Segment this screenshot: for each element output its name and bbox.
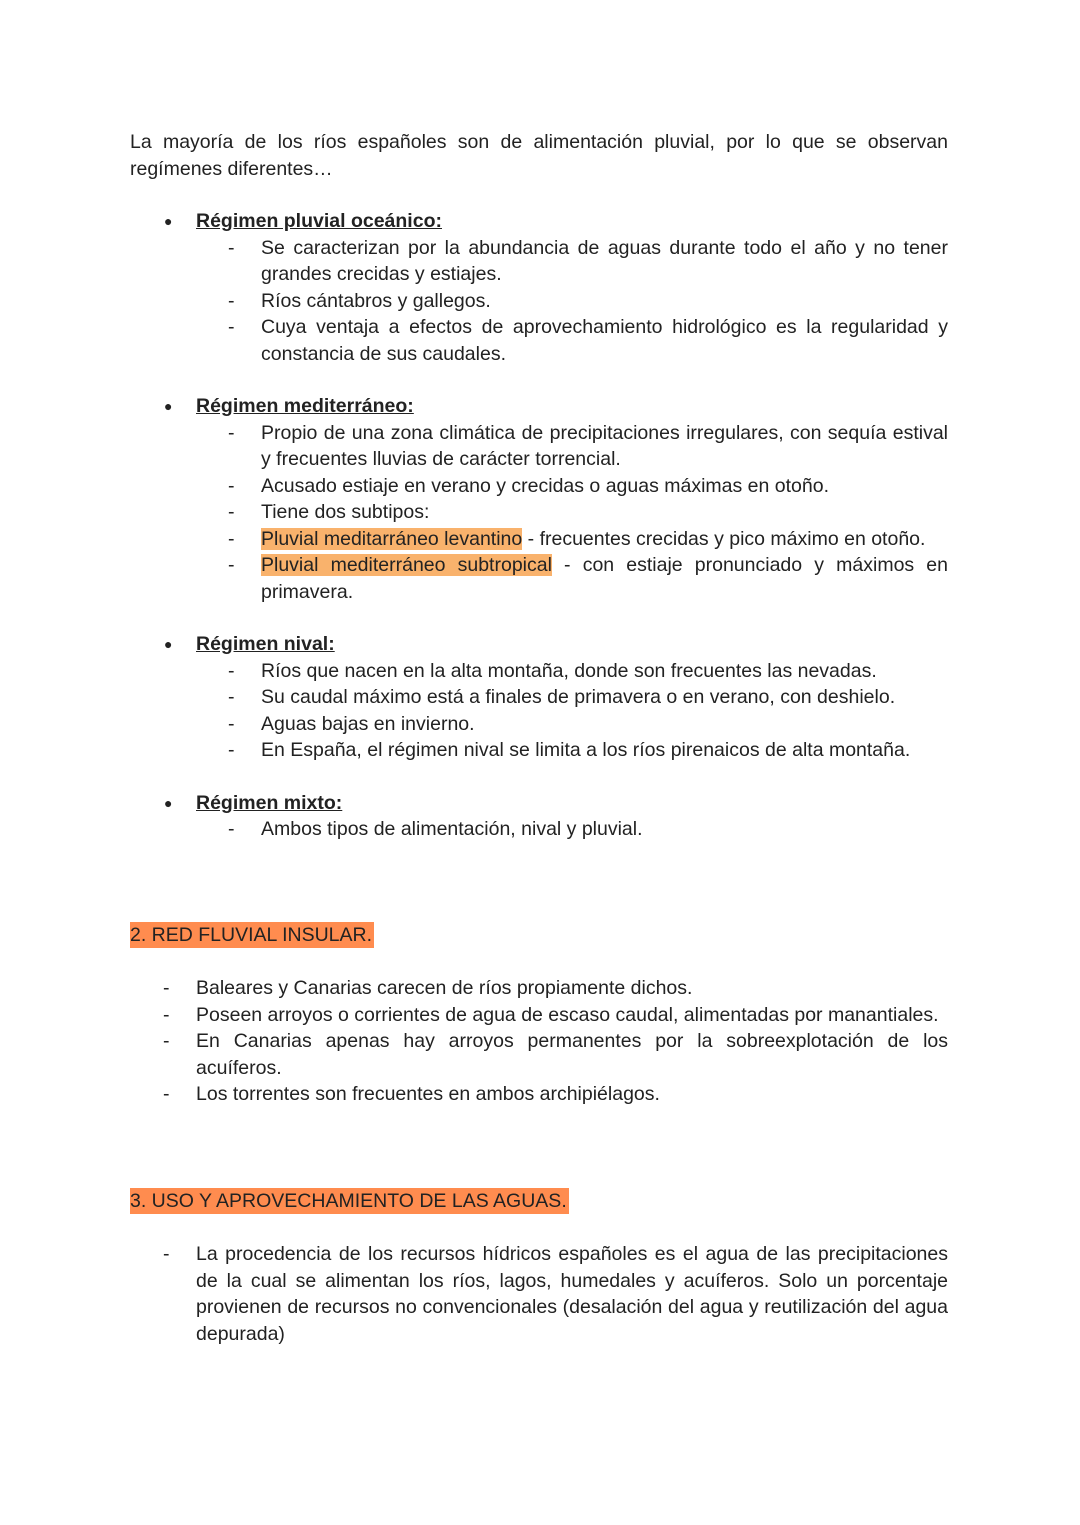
- regime-mediterraneo: [130, 393, 948, 605]
- bullet-icon: ●: [164, 794, 173, 811]
- list-item-text: La procedencia de los recursos hídricos españoles es el agua de las precipitaciones de la cual se alimentan los ríos, lagos, humedales y acuíferos. Solo un porcentaje provienen de recursos no convencionales (desalación del agua y reutilización del agua depurada): [196, 1243, 948, 1345]
- list-item-text: Su caudal máximo está a finales de primavera o en verano, con deshielo.: [261, 686, 896, 708]
- intro-paragraph: La mayoría de los ríos españoles son de alimentación pluvial, por lo que se observan regímenes diferentes…: [130, 131, 948, 180]
- dash-icon: -: [163, 1030, 170, 1052]
- list-item-text: En Canarias apenas hay arroyos permanentes por la sobreexplotación de los acuíferos.: [196, 1030, 948, 1079]
- regime-heading: [130, 790, 948, 817]
- list-item: [130, 1241, 948, 1347]
- list-item-text: Tiene dos subtipos:: [261, 501, 430, 523]
- highlighted-term: Pluvial meditarráneo levantino: [261, 527, 523, 550]
- dash-icon: -: [228, 501, 235, 523]
- regime-list: [130, 235, 948, 368]
- list-item-text: Propio de una zona climática de precipitaciones irregulares, con sequía estival y frecuentes lluvias de carácter torrencial.: [261, 421, 948, 470]
- list-item-text: En España, el régimen nival se limita a los ríos pirenaicos de alta montaña.: [261, 739, 911, 761]
- list-item: [130, 1081, 948, 1108]
- document-page: [130, 129, 948, 1347]
- list-item: [130, 420, 948, 473]
- list-item-subtype: [130, 552, 948, 605]
- dash-icon: -: [228, 739, 235, 761]
- regime-title: Régimen mixto:: [196, 791, 343, 814]
- dash-icon: -: [163, 1083, 170, 1105]
- regime-title: Régimen pluvial oceánico:: [196, 210, 442, 232]
- list-item-text: Los torrentes son frecuentes en ambos archipiélagos.: [196, 1083, 660, 1105]
- list-item: [130, 314, 948, 367]
- section-3-heading-row: [130, 1188, 948, 1215]
- list-item: [130, 1028, 948, 1081]
- section-heading: 3. USO Y APROVECHAMIENTO DE LAS AGUAS.: [130, 1188, 569, 1215]
- dash-icon: -: [163, 1003, 170, 1026]
- dash-icon: -: [228, 527, 235, 550]
- dash-icon: -: [228, 236, 235, 259]
- regime-heading: [130, 393, 948, 420]
- list-item-text: Aguas bajas en invierno.: [261, 712, 475, 735]
- dash-icon: -: [163, 1243, 170, 1265]
- regime-title: Régimen mediterráneo:: [196, 395, 414, 417]
- list-item: [130, 473, 948, 500]
- dash-icon: -: [228, 554, 235, 576]
- regime-title: Régimen nival:: [196, 633, 335, 655]
- section-heading: 2. RED FLUVIAL INSULAR.: [130, 922, 374, 949]
- regime-mixto: [130, 790, 948, 843]
- regime-heading: [130, 208, 948, 235]
- list-item-text: Se caracterizan por la abundancia de aguas durante todo el año y no tener grandes crecidas y estiajes.: [261, 236, 948, 285]
- regime-heading: [130, 631, 948, 658]
- list-item: [130, 711, 948, 738]
- list-item: [130, 1002, 948, 1029]
- bullet-icon: ●: [164, 213, 173, 229]
- regime-pluvial-oceanico: [130, 208, 948, 367]
- dash-icon: -: [228, 421, 235, 444]
- list-item: [130, 235, 948, 288]
- list-item: [130, 975, 948, 1002]
- list-item-subtype: [130, 526, 948, 553]
- list-item-text: Acusado estiaje en verano y crecidas o aguas máximas en otoño.: [261, 474, 829, 497]
- section-2-heading-row: [130, 922, 948, 949]
- regime-list: [130, 658, 948, 764]
- section-3-list: [130, 1241, 948, 1347]
- list-item-text: Ríos cántabros y gallegos.: [261, 289, 491, 312]
- list-item: [130, 499, 948, 526]
- regime-list: [130, 420, 948, 606]
- list-item: [130, 816, 948, 843]
- bullet-icon: ●: [164, 398, 173, 414]
- regime-list: [130, 816, 948, 843]
- list-item: [130, 684, 948, 711]
- list-item-text: Ambos tipos de alimentación, nival y pluvial.: [261, 818, 643, 840]
- dash-icon: -: [228, 712, 235, 735]
- subtype-description: - con estiaje pronunciado y máximos en primavera.: [261, 554, 948, 603]
- dash-icon: -: [228, 289, 235, 312]
- list-item-text: Cuya ventaja a efectos de aprovechamiento hidrológico es la regularidad y constancia de sus caudales.: [261, 316, 948, 365]
- dash-icon: -: [228, 316, 235, 338]
- list-item-text: Poseen arroyos o corrientes de agua de escaso caudal, alimentadas por manantiales.: [196, 1003, 939, 1026]
- highlighted-term: Pluvial mediterráneo subtropical: [261, 554, 552, 576]
- dash-icon: -: [228, 474, 235, 497]
- list-item-text: Ríos que nacen en la alta montaña, donde son frecuentes las nevadas.: [261, 659, 877, 682]
- regime-nival: [130, 631, 948, 764]
- list-item-text: Baleares y Canarias carecen de ríos propiamente dichos.: [196, 977, 693, 999]
- section-2-list: [130, 975, 948, 1108]
- dash-icon: -: [228, 659, 235, 682]
- dash-icon: -: [228, 818, 235, 840]
- dash-icon: -: [163, 977, 170, 999]
- list-item: [130, 658, 948, 685]
- subtype-description: - frecuentes crecidas y pico máximo en otoño.: [522, 527, 926, 550]
- bullet-icon: ●: [164, 636, 173, 652]
- list-item: [130, 288, 948, 315]
- list-item: [130, 737, 948, 764]
- dash-icon: -: [228, 686, 235, 708]
